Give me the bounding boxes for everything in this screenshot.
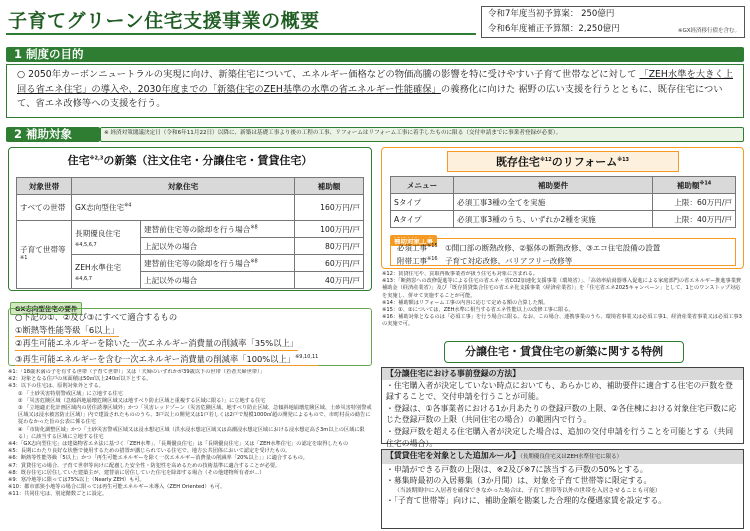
cond-long-rebuild: 建替前住宅等の除却を行う場合$^{※8}$ bbox=[141, 221, 295, 238]
special-2-bullet-1: ・申請ができる戸数の上限は、※2及び※7に該当する戸数の50%とする。 bbox=[386, 464, 648, 474]
gx-req-1: ①断熱等性能等級「6以上」 bbox=[15, 324, 119, 338]
note-item: ※15：①、②については、ZEH水準に相当する省エネ性能以上の改修工事に限る。 bbox=[382, 307, 574, 314]
gx-req-2: ②再生可能エネルギーを除いた一次エネルギー消費量の削減率「35%以上」 bbox=[15, 337, 298, 351]
note-item: ④ 「市街化調整区域」かつ「土砂災害警戒区域又は浸水想定区域（洪水浸水想定区域又は高潮浸水想定区域における浸水想定高さ3m以上の区域に限る）」に該当する区域に立地する住宅 bbox=[18, 426, 365, 440]
reform-panel bbox=[381, 147, 744, 269]
special-1-bullet-1: ・住宅購入者が決定していない時点においても、あらかじめ、補助要件に適合する住宅の戸数を登録することで、交付申請を行うことが可能。 bbox=[386, 380, 733, 402]
gx-requirements-box bbox=[8, 308, 372, 366]
purpose-text-e: 裾野の広い支援を行うとともに、既存住宅について、省エネ改修等への支援を行う。 bbox=[17, 83, 723, 109]
amount-long-rebuild: 100万円/戸 bbox=[295, 221, 364, 238]
purpose-text-c: 「新築住宅のZEH基準の水準の省エネルギー性能確保」 bbox=[207, 83, 441, 95]
notes-right bbox=[382, 271, 744, 337]
note-item: ※5：長期にわたり良好な状態で使用するための措置が講じられている住宅で、地方公共団体において認定を受けたもの。 bbox=[8, 448, 291, 455]
col-requirement: 補助要件 bbox=[454, 177, 653, 194]
budget-line-2: 令和6年度補正予算額：2,250億円 bbox=[488, 24, 620, 34]
work-tag: 補助対象工事 bbox=[390, 228, 437, 247]
special-1-bullet-2: ・登録は、①各事業者における1か月あたりの登録戸数の上限、②各住棟における対象住宅戸数に応じた登録戸数の上限（共同住宅の場合）の範囲内で行う。 bbox=[386, 403, 737, 425]
note-item: ※1：「18歳未満の子を有する世帯（子育て世帯）」又は「夫婦のいずれかが39歳以下の世帯（若者夫婦世帯）」 bbox=[8, 369, 265, 375]
additional-work: 附帯工事$^{※16}$ 子育て対応改修、バリアフリー改修等 bbox=[397, 255, 573, 265]
note-item: ※8：既存住宅に居住していた建築主が、建替前に居住していた住宅を除却する場合（その他建物所有者が...） bbox=[8, 469, 265, 476]
notes-left bbox=[8, 369, 374, 529]
note-item: ※16：補助対象となるのは「必須工事」を行う場合に限る。なお、この場合、連携事業のうち、環境省事業又は必須工事1、経済産業省事業又は必須工事3の実施で可。 bbox=[382, 314, 742, 328]
note-item: ③ 「立地適正化計画区域内の居住誘導区域外」かつ「災害レッドゾーン（災害危険区域、地すべり防止区域、急傾斜地崩壊危険区域、土砂災害特別警戒区域又は浸水被害防止区域）」内で建設されたもののうち、3戸以上の開発又は1戸若しくは2戸で規模1000㎡超の開発によるもので、市町村長の勧告に従わなかった旨の公表に係る住宅 bbox=[18, 405, 372, 426]
cond-long-other: 上記以外の場合 bbox=[141, 238, 295, 255]
house-gx: GX志向型住宅$^{※4}$ bbox=[72, 195, 295, 221]
new-construction-title: 住宅$^{※2,3}$の新築（注文住宅・分譲住宅・賃貸住宅） bbox=[67, 154, 313, 167]
reform-title: 既存住宅$^{※12}$のリフォーム$^{※13}$ bbox=[447, 151, 679, 172]
purpose-box bbox=[6, 64, 744, 118]
section2-note: ※ 経済対策閣議決定日（令和6年11月22日）以降に、新築は基礎工事より後の工程の工事、リフォームはリフォーム工事に着手したものに限る（交付申請までに事業者登録が必要）。 bbox=[104, 130, 562, 136]
amount-s: 上限：60万円/戸 bbox=[653, 194, 736, 211]
col-household: 対象世帯 bbox=[17, 178, 72, 195]
menu-a: Aタイプ bbox=[391, 211, 454, 228]
note-item: ※10：都市部狭小地等の場合に限っては再生可能エネルギー未導入（ZEH Oriented）も可。 bbox=[8, 484, 226, 491]
col-menu: メニュー bbox=[391, 177, 454, 194]
special-title: 分譲住宅・賃貸住宅の新築に関する特例 bbox=[444, 341, 684, 363]
req-a: 必須工事3種のうち、いずれか2種を実施 bbox=[454, 211, 653, 228]
special-2-bullet-3: ・「子育て世帯等」向けに、補助金額を勘案した合理的な優遇家賃を設定する。 bbox=[386, 495, 667, 505]
budget-box bbox=[481, 6, 745, 38]
special-2-bullet-2-sub: （当該期間中に入居者を確保できなかった場合は、子育て世帯等以外の世帯を入居させることも可能） bbox=[394, 487, 661, 494]
new-construction-table bbox=[16, 177, 364, 289]
special-box-1-head: 【分譲住宅における事前登録の方法】 bbox=[382, 368, 743, 380]
note-item: ※4：「GX志向型住宅」は建築物省エネ法に基づく「ZEH水準」、「長期優良住宅」は「長期優良住宅」又は「ZEH水準住宅」の認定を取得したもの bbox=[8, 441, 349, 448]
house-long-term: 長期優良住宅 ※4,5,6,7 bbox=[72, 221, 141, 255]
note-item: ※11：共同住宅は、別途階数ごとに設定。 bbox=[8, 491, 108, 498]
special-box-2 bbox=[381, 449, 744, 529]
note-item: ① 「土砂災害特別警戒区域」に立地する住宅 bbox=[18, 390, 123, 397]
note-item: ※6：断熱等性能等級「5以上」かつ「再生可能エネルギーを除く一次エネルギー消費量の削減率「20%以上」」に適合するもの。 bbox=[8, 455, 308, 462]
note-item: ② 「災害危険区域（急傾斜地崩壊危険区域又は地すべり防止区域と重複する区域に限る）」に立地する住宅 bbox=[18, 397, 266, 404]
work-box bbox=[390, 238, 736, 266]
special-1-bullet-3: ・登録戸数を超える住宅購入者が決定した場合は、追加の交付申請を行うことを可能とする（共同住宅の場合）。 bbox=[386, 426, 734, 448]
amount-gx: 160万円/戸 bbox=[295, 195, 364, 221]
gx-requirements-tag: GX志向型住宅の要件 bbox=[10, 296, 82, 315]
note-item: ※12：賃貸住宅や、買取再販事業者が扱う住宅も対象に含まれる。 bbox=[382, 271, 539, 277]
budget-note: ※GX経済移行債を含む。 bbox=[677, 28, 740, 34]
col-house: 対象住宅 bbox=[72, 178, 295, 195]
purpose-text-a: ○ 2050年カーボンニュートラルの実現に向け、新築住宅について、エネルギー価格などの物価高騰の影響を特に受けやすい子育て世帯などに対して bbox=[17, 69, 637, 80]
note-item: ※7：賃貸住宅の場合、子育て世帯等向けに配慮した安全性・防犯性を高めるための技術基準に適合することが必要。 bbox=[8, 462, 281, 469]
purpose-text-b: 「ZEH水準を大きく上回る省エネ住宅」の導入や、2030年度までの bbox=[17, 69, 733, 95]
note-item: ※9：寒冷地等に限っては75%以上（Nearly ZEH）も可。 bbox=[8, 477, 145, 484]
reform-table bbox=[390, 176, 736, 228]
gx-intro: ○下記の①、②及び③にすべて適合するもの bbox=[15, 312, 178, 322]
amount-long-other: 80万円/戸 bbox=[295, 238, 364, 255]
purpose-text-d: の義務化に向けた bbox=[440, 83, 516, 95]
household-all: すべての世帯 bbox=[17, 195, 72, 221]
special-2-bullet-2: ・募集時最初の入居募集（3か月間）は、対象を子育て世帯等に限定する。 bbox=[386, 476, 652, 486]
gx-req-3: ③再生可能エネルギーを含む一次エネルギー消費量の削減率「100%以上」$^{※9,10,11}$ bbox=[15, 351, 318, 366]
menu-s: Sタイプ bbox=[391, 194, 454, 211]
amount-zeh-other: 40万円/戸 bbox=[295, 272, 364, 289]
col-reform-amount: 補助額$^{※14}$ bbox=[653, 177, 736, 194]
note-item: ※14：補助額はリフォーム工事の内容に応じて定める額の合算した額。 bbox=[382, 299, 549, 306]
cond-zeh-rebuild: 建替前住宅等の除却を行う場合$^{※8}$ bbox=[141, 255, 295, 272]
cond-zeh-other: 上記以外の場合 bbox=[141, 272, 295, 289]
req-s: 必須工事3種の全てを実施 bbox=[454, 194, 653, 211]
amount-zeh-rebuild: 60万円/戸 bbox=[295, 255, 364, 272]
special-box-1 bbox=[381, 367, 744, 448]
budget-line-1: 令和7年度当初予算案： 250億円 bbox=[488, 9, 615, 19]
note-item: ※13：「断熱窓への改修促進等による住宅の省エネ・省CO2加速化支援事業（環境省）」、「高効率給湯器導入促進による家庭部門の省エネルギー推進事業費補助金（経済産業省）」及び「既存賃貸集合住宅の省エネ化支援事業（経済産業省）」を「住宅省エネ2025キャンペーン」として、1とのワンストップ対応を実施し、併せて実施することが可能。 bbox=[382, 278, 742, 299]
title-underline bbox=[6, 33, 476, 35]
note-item: ※3：以下の住宅は、原則対象外とする。 bbox=[8, 383, 104, 390]
house-zeh: ZEH水準住宅 ※4,6,7 bbox=[72, 255, 141, 289]
amount-a: 上限：40万円/戸 bbox=[653, 211, 736, 228]
page-title: 子育てグリーン住宅支援事業の概要 bbox=[8, 10, 320, 32]
note-item: ※2：対象となる住戸の床面積は50㎡以上240㎡以下とする。 bbox=[8, 376, 152, 383]
special-box-2-head: 【賃貸住宅を対象とした追加ルール】（長期優良住宅又はZEH水準住宅に限る） bbox=[382, 450, 743, 464]
col-amount: 補助額 bbox=[295, 178, 364, 195]
new-construction-panel bbox=[8, 147, 372, 291]
section1-heading: 1 制度の目的 bbox=[6, 47, 744, 62]
household-child: 子育て世帯等$^{※1}$ bbox=[17, 221, 72, 289]
section2-heading: 2 補助対象 bbox=[6, 127, 100, 142]
required-work: 必須工事$^{※15}$ ①開口部の断熱改修、②躯体の断熱改修、③エコ住宅設備の設置 bbox=[397, 243, 661, 253]
